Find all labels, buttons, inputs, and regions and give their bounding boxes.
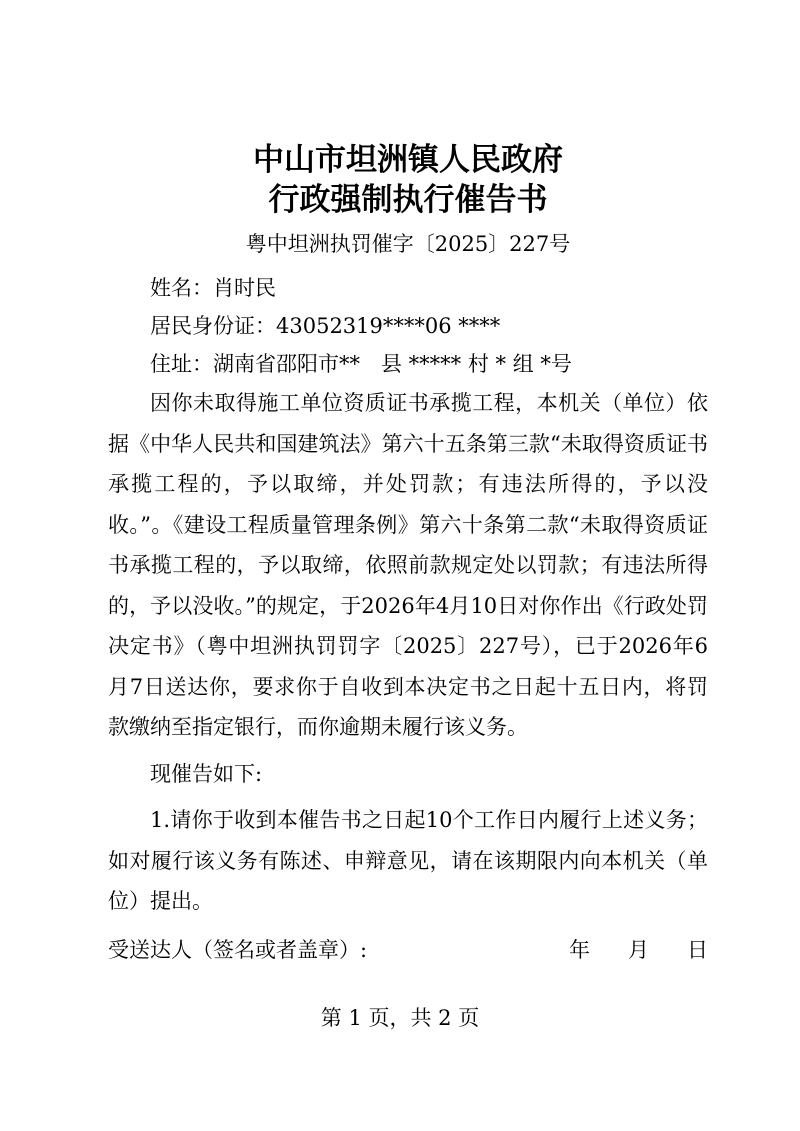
- party-name-row: [108, 269, 708, 307]
- name-value: 肖时民: [213, 276, 276, 300]
- title-line-issuer: 中山市坦洲镇人民政府: [253, 142, 563, 178]
- notice-item-1: 1.请你于收到本催告书之日起10个工作日内履行上述义务；如对履行该义务有陈述、申辩意见，请在该期限内向本机关（单位）提出。: [108, 808, 708, 913]
- notice-intro: 现催告如下:: [150, 761, 263, 786]
- id-label: 居民身份证：: [150, 314, 276, 338]
- id-value: 43052319****06 ****: [276, 314, 501, 338]
- party-id-row: [108, 307, 708, 345]
- recipient-signature-label: 受送达人（签名或者盖章）:: [108, 937, 368, 962]
- document-number: 粤中坦洲执罚催字〔2025〕227号: [245, 232, 571, 256]
- address-label: 住址：: [150, 352, 213, 376]
- violation-paragraph: 因你未取得施工单位资质证书承揽工程，本机关（单位）依据《中华人民共和国建筑法》第六十五条第三款“未取得资质证书承揽工程的，予以取缔，并处罚款；有违法所得的，予以没收。”。《建设工程质量管理条例》第六十条第二款“未取得资质证书承揽工程的，予以取缔，依照前款规定处以罚款；有违法所得的，予以没收。”的规定，于2026年4月10日对你作出《行政处罚决定书》（粤中坦洲执罚罚字〔2025〕227号），已于2026年6月7日送达你，要求你于自收到本决定书之日起十五日内，将罚款缴纳至指定银行，而你逾期未履行该义务。: [108, 391, 709, 739]
- address-value: 湖南省邵阳市** 县 ***** 村 * 组 *号: [213, 352, 572, 376]
- date-day-label: 日: [687, 937, 708, 962]
- date-year-label: 年: [569, 937, 590, 962]
- party-address-row: [108, 345, 708, 383]
- signature-row: [108, 930, 708, 970]
- title-line-doctype: 行政强制执行催告书: [268, 182, 548, 218]
- document-page: [108, 140, 708, 970]
- document-title: [108, 140, 708, 220]
- date-month-label: 月: [628, 937, 649, 962]
- page-footer: 第 1 页，共 2 页: [320, 1006, 480, 1030]
- signature-date: [569, 930, 708, 970]
- name-label: 姓名：: [150, 276, 213, 300]
